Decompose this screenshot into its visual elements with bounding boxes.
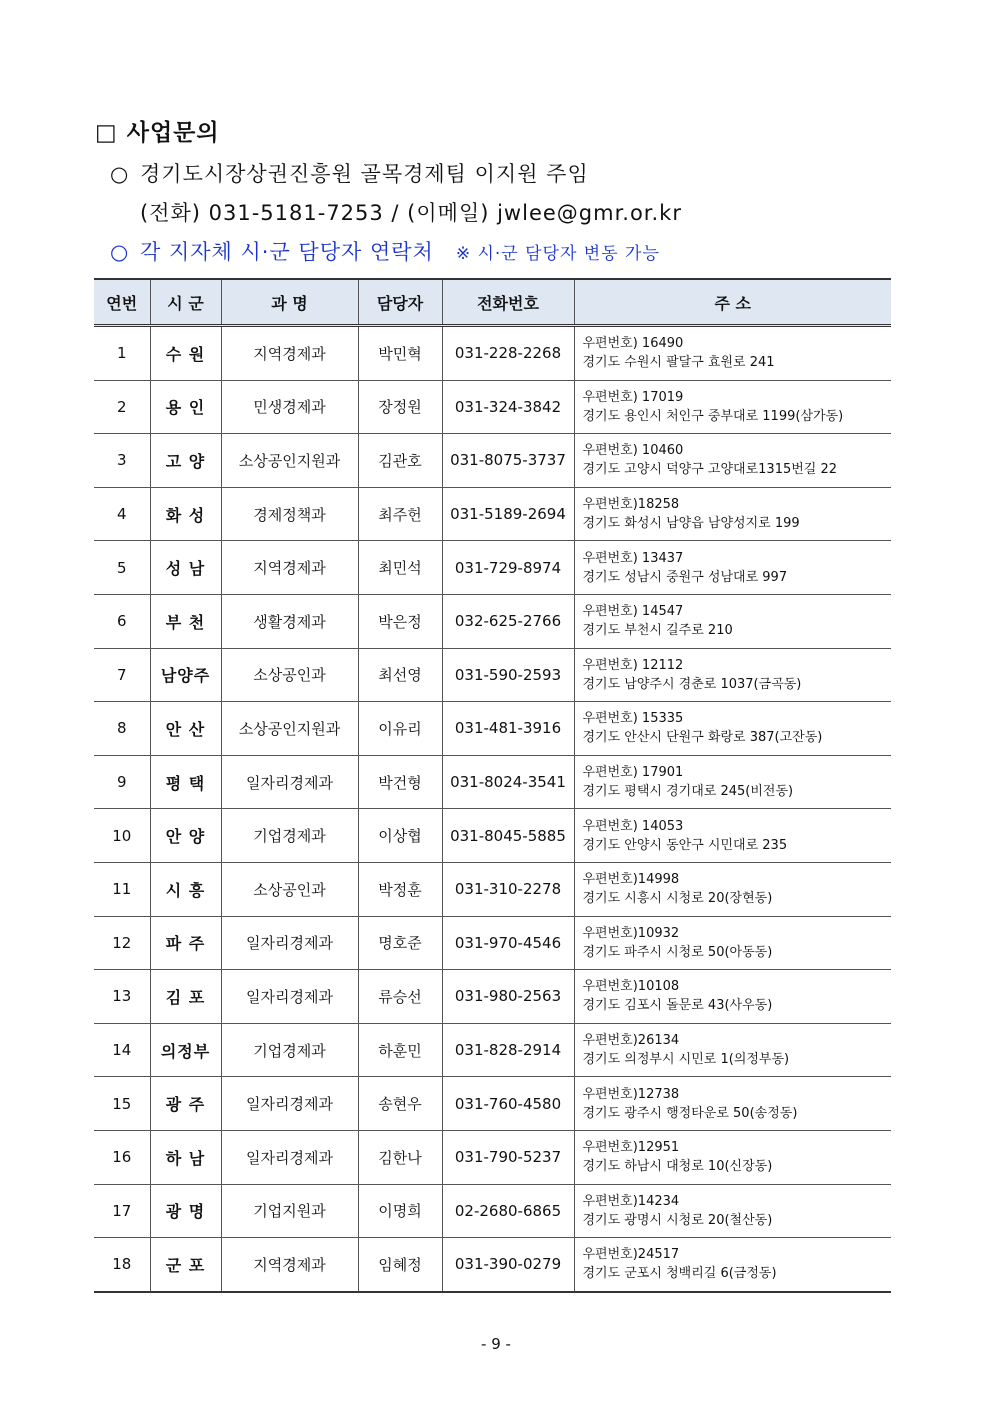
contacts-table bbox=[94, 278, 891, 1293]
row-no: 14 bbox=[94, 1023, 150, 1077]
row-no: 18 bbox=[94, 1238, 150, 1292]
row-dept: 기업경제과 bbox=[221, 1023, 358, 1077]
row-address bbox=[574, 970, 891, 1024]
row-person: 장정원 bbox=[358, 380, 442, 434]
row-phone: 031-310-2278 bbox=[442, 862, 574, 916]
row-no: 13 bbox=[94, 970, 150, 1024]
row-dept: 기업경제과 bbox=[221, 809, 358, 863]
row-phone: 031-760-4580 bbox=[442, 1077, 574, 1131]
row-person: 임혜정 bbox=[358, 1238, 442, 1292]
row-no: 8 bbox=[94, 702, 150, 756]
row-phone: 031-481-3916 bbox=[442, 702, 574, 756]
row-zip: 우편번호)24517 bbox=[582, 1247, 680, 1263]
table-row bbox=[94, 1077, 891, 1131]
row-zip: 우편번호)10108 bbox=[582, 979, 680, 995]
row-city: 부 천 bbox=[150, 594, 221, 648]
row-person: 김관호 bbox=[358, 434, 442, 488]
row-street: 경기도 화성시 남양읍 남양성지로 199 bbox=[582, 516, 800, 532]
row-dept: 지역경제과 bbox=[221, 1238, 358, 1292]
row-phone: 031-970-4546 bbox=[442, 916, 574, 970]
row-street: 경기도 성남시 중원구 성남대로 997 bbox=[582, 569, 788, 585]
row-person: 이명희 bbox=[358, 1184, 442, 1238]
row-address bbox=[574, 916, 891, 970]
row-zip: 우편번호)12951 bbox=[582, 1140, 680, 1156]
row-dept: 경제정책과 bbox=[221, 487, 358, 541]
row-phone: 031-8045-5885 bbox=[442, 809, 574, 863]
row-zip: 우편번호)14234 bbox=[582, 1193, 680, 1209]
row-no: 11 bbox=[94, 862, 150, 916]
row-dept: 소상공인지원과 bbox=[221, 702, 358, 756]
table-row bbox=[94, 809, 891, 863]
row-no: 17 bbox=[94, 1184, 150, 1238]
row-phone: 031-8024-3541 bbox=[442, 755, 574, 809]
row-no: 3 bbox=[94, 434, 150, 488]
row-city: 성 남 bbox=[150, 541, 221, 595]
row-person: 박은정 bbox=[358, 594, 442, 648]
row-person: 최주헌 bbox=[358, 487, 442, 541]
row-phone: 031-590-2593 bbox=[442, 648, 574, 702]
row-street: 경기도 평택시 경기대로 245(비전동) bbox=[582, 784, 794, 800]
row-street: 경기도 군포시 청백리길 6(금정동) bbox=[582, 1266, 777, 1282]
row-address bbox=[574, 1238, 891, 1292]
row-person: 송현우 bbox=[358, 1077, 442, 1131]
row-no: 5 bbox=[94, 541, 150, 595]
row-zip: 우편번호) 14053 bbox=[582, 818, 684, 834]
row-address bbox=[574, 434, 891, 488]
row-phone: 031-228-2268 bbox=[442, 326, 574, 381]
table-row bbox=[94, 648, 891, 702]
row-no: 10 bbox=[94, 809, 150, 863]
row-city: 의정부 bbox=[150, 1023, 221, 1077]
row-street: 경기도 하남시 대청로 10(신장동) bbox=[582, 1159, 773, 1175]
row-person: 최선영 bbox=[358, 648, 442, 702]
row-street: 경기도 남양주시 경춘로 1037(금곡동) bbox=[582, 676, 802, 692]
row-person: 이유리 bbox=[358, 702, 442, 756]
row-address bbox=[574, 702, 891, 756]
row-dept: 일자리경제과 bbox=[221, 1130, 358, 1184]
row-city: 김 포 bbox=[150, 970, 221, 1024]
row-street: 경기도 의정부시 시민로 1(의정부동) bbox=[582, 1052, 790, 1068]
row-street: 경기도 시흥시 시청로 20(장현동) bbox=[582, 891, 773, 907]
row-address bbox=[574, 1023, 891, 1077]
row-city: 용 인 bbox=[150, 380, 221, 434]
table-row bbox=[94, 916, 891, 970]
row-address bbox=[574, 1130, 891, 1184]
row-no: 2 bbox=[94, 380, 150, 434]
row-city: 평 택 bbox=[150, 755, 221, 809]
row-phone: 031-5189-2694 bbox=[442, 487, 574, 541]
row-city: 수 원 bbox=[150, 326, 221, 381]
row-zip: 우편번호)26134 bbox=[582, 1033, 680, 1049]
row-no: 16 bbox=[94, 1130, 150, 1184]
row-street: 경기도 김포시 돌문로 43(사우동) bbox=[582, 998, 773, 1014]
header-address: 주 소 bbox=[574, 279, 891, 326]
row-dept: 일자리경제과 bbox=[221, 916, 358, 970]
table-header-row bbox=[94, 279, 891, 326]
row-person: 박건형 bbox=[358, 755, 442, 809]
row-street: 경기도 안산시 단원구 화랑로 387(고잔동) bbox=[582, 730, 823, 746]
row-person: 하훈민 bbox=[358, 1023, 442, 1077]
row-city: 안 양 bbox=[150, 809, 221, 863]
row-phone: 031-828-2914 bbox=[442, 1023, 574, 1077]
row-address bbox=[574, 755, 891, 809]
row-no: 9 bbox=[94, 755, 150, 809]
row-dept: 소상공인지원과 bbox=[221, 434, 358, 488]
row-address bbox=[574, 380, 891, 434]
row-street: 경기도 파주시 시청로 50(아동동) bbox=[582, 944, 773, 960]
row-dept: 소상공인과 bbox=[221, 648, 358, 702]
row-phone: 031-980-2563 bbox=[442, 970, 574, 1024]
row-phone: 031-324-3842 bbox=[442, 380, 574, 434]
row-person: 박정훈 bbox=[358, 862, 442, 916]
row-street: 경기도 광주시 행정타운로 50(송정동) bbox=[582, 1105, 798, 1121]
row-address bbox=[574, 648, 891, 702]
row-dept: 생활경제과 bbox=[221, 594, 358, 648]
row-street: 경기도 광명시 시청로 20(철산동) bbox=[582, 1212, 773, 1228]
row-city: 광 명 bbox=[150, 1184, 221, 1238]
row-person: 이상협 bbox=[358, 809, 442, 863]
table-row bbox=[94, 594, 891, 648]
row-dept: 일자리경제과 bbox=[221, 755, 358, 809]
row-address bbox=[574, 862, 891, 916]
row-city: 안 산 bbox=[150, 702, 221, 756]
row-phone: 032-625-2766 bbox=[442, 594, 574, 648]
row-zip: 우편번호)12738 bbox=[582, 1086, 680, 1102]
table-row bbox=[94, 326, 891, 381]
row-no: 6 bbox=[94, 594, 150, 648]
contact-line bbox=[110, 158, 589, 188]
bullet-icon: ○ bbox=[110, 162, 130, 186]
row-city: 고 양 bbox=[150, 434, 221, 488]
header-city: 시 군 bbox=[150, 279, 221, 326]
row-address bbox=[574, 487, 891, 541]
contact-name: 경기도시장상권진흥원 골목경제팀 이지원 주임 bbox=[140, 162, 589, 186]
row-dept: 일자리경제과 bbox=[221, 1077, 358, 1131]
row-street: 경기도 용인시 처인구 중부대로 1199(삼가동) bbox=[582, 408, 844, 424]
table-row bbox=[94, 1238, 891, 1292]
row-person: 명호준 bbox=[358, 916, 442, 970]
row-no: 1 bbox=[94, 326, 150, 381]
row-dept: 일자리경제과 bbox=[221, 970, 358, 1024]
row-street: 경기도 부천시 길주로 210 bbox=[582, 623, 733, 639]
row-phone: 031-729-8974 bbox=[442, 541, 574, 595]
row-person: 류승선 bbox=[358, 970, 442, 1024]
table-row bbox=[94, 541, 891, 595]
row-zip: 우편번호) 17901 bbox=[582, 765, 684, 781]
table-row bbox=[94, 1023, 891, 1077]
table-row bbox=[94, 970, 891, 1024]
row-city: 남양주 bbox=[150, 648, 221, 702]
row-person: 김한나 bbox=[358, 1130, 442, 1184]
row-no: 7 bbox=[94, 648, 150, 702]
row-city: 군 포 bbox=[150, 1238, 221, 1292]
row-zip: 우편번호)18258 bbox=[582, 497, 680, 513]
row-address bbox=[574, 326, 891, 381]
row-address bbox=[574, 541, 891, 595]
row-dept: 지역경제과 bbox=[221, 541, 358, 595]
row-zip: 우편번호) 15335 bbox=[582, 711, 684, 727]
list-title-line bbox=[110, 236, 660, 266]
bullet-icon: ○ bbox=[110, 240, 130, 264]
row-no: 15 bbox=[94, 1077, 150, 1131]
row-street: 경기도 안양시 동안구 시민대로 235 bbox=[582, 837, 788, 853]
row-dept: 기업지원과 bbox=[221, 1184, 358, 1238]
row-dept: 소상공인과 bbox=[221, 862, 358, 916]
table-row bbox=[94, 487, 891, 541]
section-title: □ 사업문의 bbox=[95, 120, 220, 146]
row-address bbox=[574, 1077, 891, 1131]
row-address bbox=[574, 809, 891, 863]
header-person: 담당자 bbox=[358, 279, 442, 326]
header-no: 연번 bbox=[94, 279, 150, 326]
row-zip: 우편번호)10932 bbox=[582, 925, 680, 941]
table-row bbox=[94, 1184, 891, 1238]
row-phone: 031-390-0279 bbox=[442, 1238, 574, 1292]
row-city: 파 주 bbox=[150, 916, 221, 970]
table-row bbox=[94, 434, 891, 488]
row-zip: 우편번호)14998 bbox=[582, 872, 680, 888]
row-city: 시 흥 bbox=[150, 862, 221, 916]
row-phone: 031-8075-3737 bbox=[442, 434, 574, 488]
table-row bbox=[94, 380, 891, 434]
row-phone: 02-2680-6865 bbox=[442, 1184, 574, 1238]
row-phone: 031-790-5237 bbox=[442, 1130, 574, 1184]
row-address bbox=[574, 1184, 891, 1238]
row-city: 광 주 bbox=[150, 1077, 221, 1131]
row-zip: 우편번호) 12112 bbox=[582, 657, 684, 673]
row-person: 박민혁 bbox=[358, 326, 442, 381]
row-zip: 우편번호) 17019 bbox=[582, 389, 684, 405]
row-zip: 우편번호) 13437 bbox=[582, 550, 684, 566]
contact-details: (전화) 031-5181-7253 / (이메일) jwlee@gmr.or.kr bbox=[140, 201, 682, 225]
row-dept: 지역경제과 bbox=[221, 326, 358, 381]
row-zip: 우편번호) 10460 bbox=[582, 443, 684, 459]
row-dept: 민생경제과 bbox=[221, 380, 358, 434]
row-person: 최민석 bbox=[358, 541, 442, 595]
row-zip: 우편번호) 14547 bbox=[582, 604, 684, 620]
row-no: 4 bbox=[94, 487, 150, 541]
row-street: 경기도 수원시 팔달구 효원로 241 bbox=[582, 355, 775, 371]
row-street: 경기도 고양시 덕양구 고양대로1315번길 22 bbox=[582, 462, 838, 478]
header-dept: 과 명 bbox=[221, 279, 358, 326]
list-note: ※ 시·군 담당자 변동 가능 bbox=[455, 244, 660, 264]
table-row bbox=[94, 755, 891, 809]
list-title: 각 지자체 시·군 담당자 연락처 bbox=[140, 240, 434, 264]
row-zip: 우편번호) 16490 bbox=[582, 336, 684, 352]
table-row bbox=[94, 1130, 891, 1184]
row-no: 12 bbox=[94, 916, 150, 970]
row-city: 하 남 bbox=[150, 1130, 221, 1184]
table-row bbox=[94, 862, 891, 916]
page-number: - 9 - bbox=[481, 1335, 511, 1353]
header-phone: 전화번호 bbox=[442, 279, 574, 326]
row-city: 화 성 bbox=[150, 487, 221, 541]
table-row bbox=[94, 702, 891, 756]
row-address bbox=[574, 594, 891, 648]
